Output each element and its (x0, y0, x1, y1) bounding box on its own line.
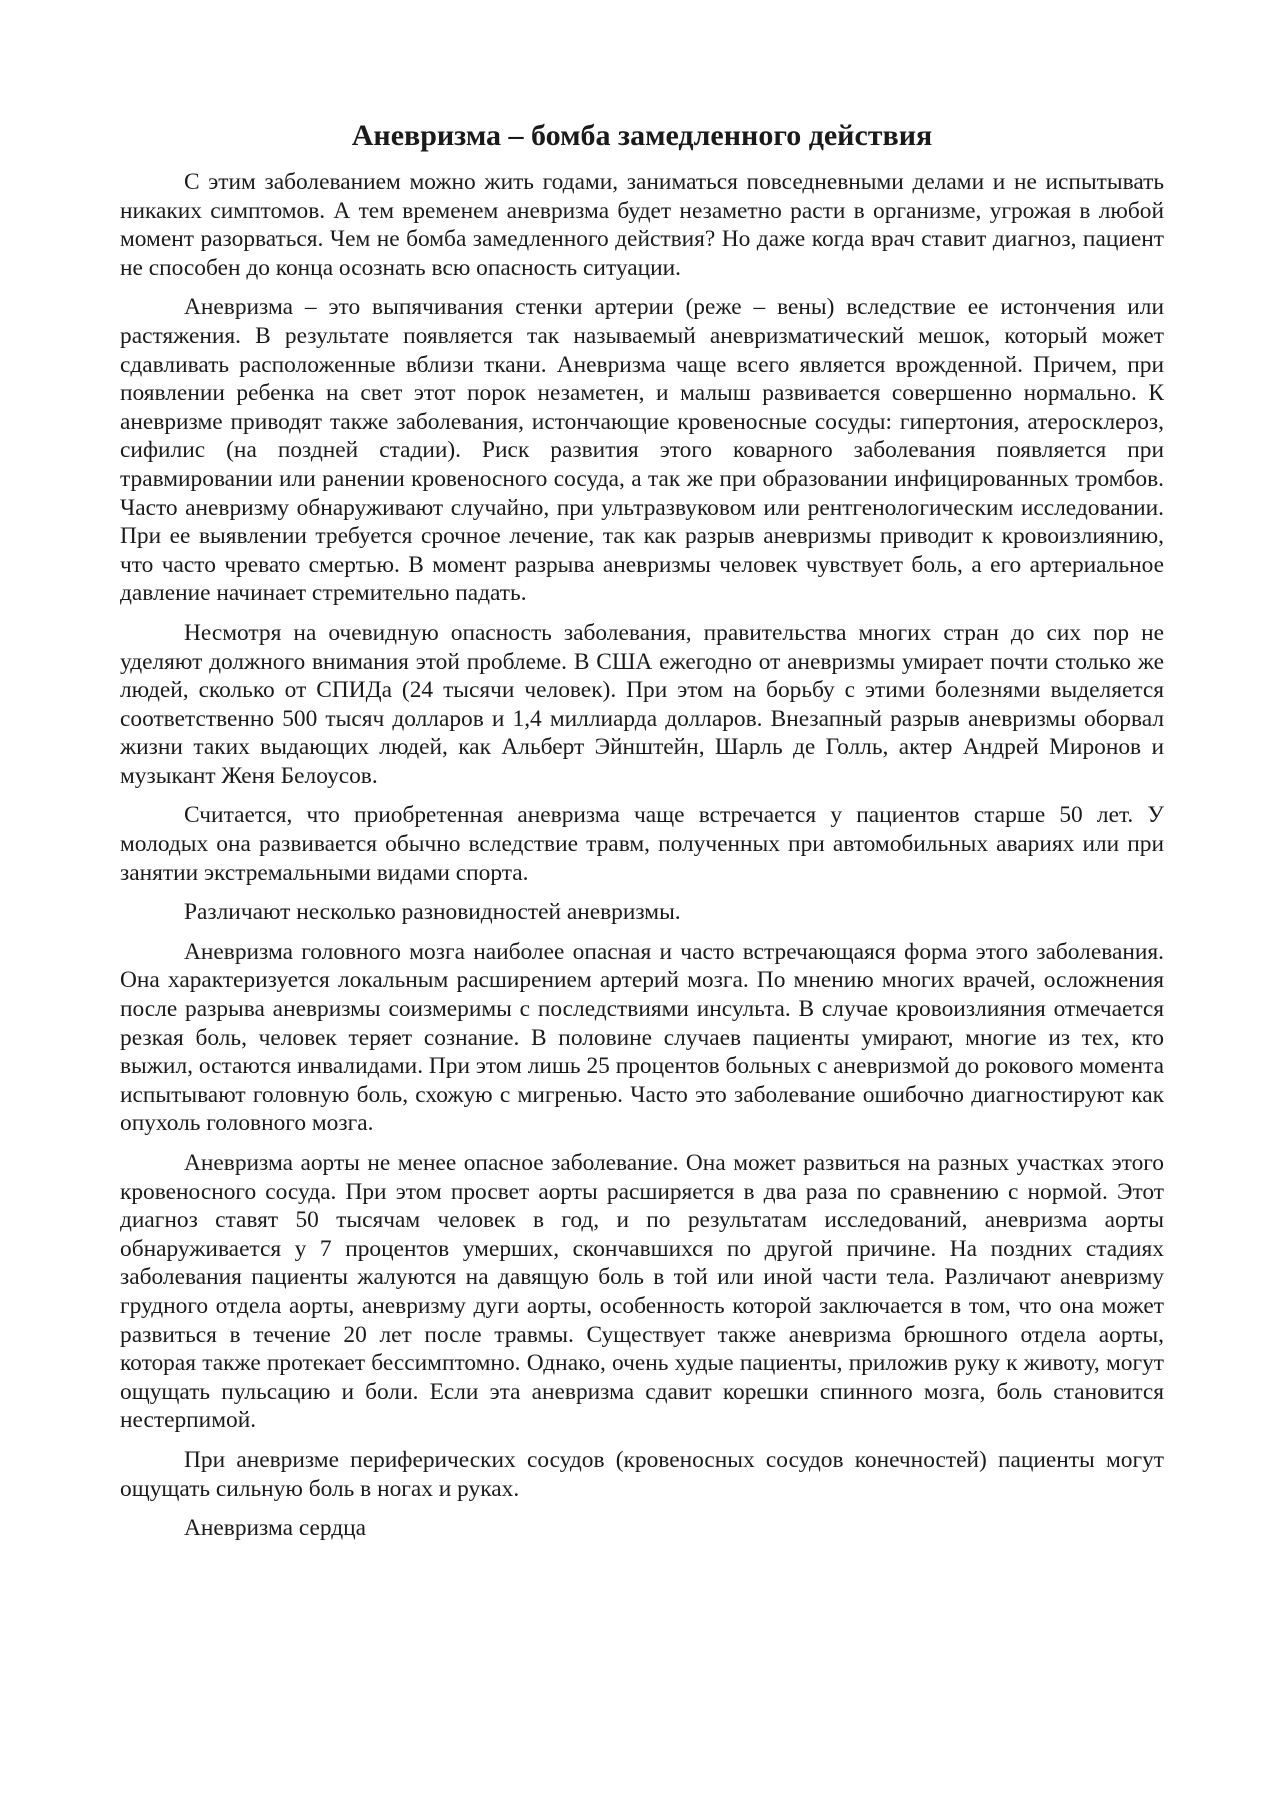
paragraph: При аневризме периферических сосудов (кровеносных сосудов конечностей) пациенты могут ощущать сильную боль в ногах и руках. (120, 1446, 1164, 1502)
paragraph: Аневризма головного мозга наиболее опасная и часто встречающаяся форма этого заболевания. Она характеризуется локальным расширением артерий мозга. По мнению многих врачей, осложнения после разрыва аневризмы соизмеримы с последствиями инсульта. В случае кровоизлияния отмечается резкая боль, человек теряет сознание. В половине случаев пациенты умирают, многие из тех, кто выжил, остаются инвалидами. При этом лишь 25 процентов больных с аневризмой до рокового момента испытывают головную боль, схожую с мигренью. Часто это заболевание ошибочно диагностируют как опухоль головного мозга. (120, 938, 1164, 1137)
paragraph: Различают несколько разновидностей аневризмы. (184, 899, 681, 926)
paragraph: Аневризма аорты не менее опасное заболевание. Она может развиться на разных участках этого кровеносного сосуда. При этом просвет аорты расширяется в два раза по сравнению с нормой. Этот диагноз ставят 50 тысячам человек в год, и по результатам исследований, аневризма аорты обнаруживается у 7 процентов умерших, скончавшихся по другой причине. На поздних стадиях заболевания пациенты жалуются на давящую боль в той или иной части тела. Различают аневризму грудного отдела аорты, аневризму дуги аорты, особенность которой заключается в том, что она может развиться в течение 20 лет после травмы. Существует также аневризма брюшного отдела аорты, которая также протекает бессимптомно. Однако, очень худые пациенты, приложив руку к животу, могут ощущать пульсацию и боли. Если эта аневризма сдавит корешки спинного мозга, боль становится нестерпимой. (120, 1150, 1164, 1434)
paragraph: Несмотря на очевидную опасность заболевания, правительства многих стран до сих пор не уделяют должного внимания этой проблеме. В США ежегодно от аневризмы умирает почти столько же людей, сколько от СПИДа (24 тысячи человек). При этом на борьбу с этими болезнями выделяется соответственно 500 тысяч долларов и 1,4 миллиарда долларов. Внезапный разрыв аневризмы оборвал жизни таких выдающих людей, как Альберт Эйнштейн, Шарль де Голль, актер Андрей Миронов и музыкант Женя Белоусов. (120, 619, 1164, 789)
paragraph: Аневризма – это выпячивания стенки артерии (реже – вены) вследствие ее истончения или растяжения. В результате появляется так называемый аневризматический мешок, который может сдавливать расположенные вблизи ткани. Аневризма чаще всего является врожденной. Причем, при появлении ребенка на свет этот порок незаметен, и малыш развивается совершенно нормально. К аневризме приводят также заболевания, истончающие кровеносные сосуды: гипертония, атеросклероз, сифилис (на поздней стадии). Риск развития этого коварного заболевания появляется при травмировании или ранении кровеносного сосуда, а так же при образовании инфицированных тромбов. Часто аневризму обнаруживают случайно, при ультразвуковом или рентгенологическим исследовании. При ее выявлении требуется срочное лечение, так как разрыв аневризмы приводит к кровоизлиянию, что часто чревато смертью. В момент разрыва аневризмы человек чувствует боль, а его артериальное давление начинает стремительно падать. (120, 294, 1164, 607)
paragraph: С этим заболеванием можно жить годами, заниматься повседневными делами и не испытывать никаких симптомов. А тем временем аневризма будет незаметно расти в организме, угрожая в любой момент разорваться. Чем не бомба замедленного действия? Но даже когда врач ставит диагноз, пациент не способен до конца осознать всю опасность ситуации. (120, 169, 1164, 281)
paragraph: Аневризма сердца (184, 1515, 367, 1542)
paragraph: Считается, что приобретенная аневризма чаще встречается у пациентов старше 50 лет. У молодых она развивается обычно вследствие травм, полученных при автомобильных авариях или при занятии экстремальными видами спорта. (120, 802, 1164, 886)
document-title: Аневризма – бомба замедленного действия (351, 119, 933, 152)
